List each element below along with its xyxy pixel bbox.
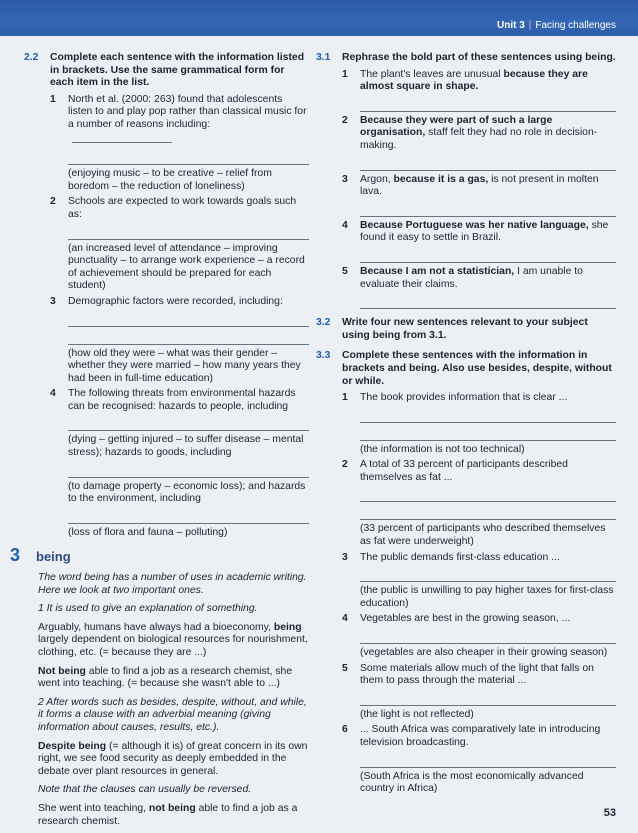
- ex33-item-3: 3 The public demands first-class education ...: [342, 551, 560, 563]
- ex33-hint-6: (South Africa is the most economically advanced country in Africa): [360, 770, 584, 795]
- ex33-hint-1: (the information is not too technical): [360, 443, 525, 455]
- answer-line[interactable]: [360, 629, 616, 644]
- answer-line[interactable]: [68, 312, 309, 327]
- ex31-item-4: 4 Because Portuguese was her native language, she found it easy to settle in Brazil.: [342, 219, 609, 244]
- header-bar: [0, 0, 638, 36]
- exercise-2-2-heading: 2.2 Complete each sentence with the information listed in brackets. Use the same grammatical form for each item in the list.: [24, 52, 305, 89]
- answer-line[interactable]: [68, 509, 309, 524]
- ex33-hint-4: (vegetables are also cheaper in their growing season): [360, 647, 608, 659]
- section-3-point-1: 1 It is used to give an explanation of something.: [38, 603, 258, 615]
- right-column: [316, 52, 616, 799]
- left-column: [10, 52, 309, 833]
- answer-line[interactable]: [68, 225, 309, 240]
- answer-line[interactable]: [360, 294, 616, 309]
- ex22-hint-4a: (dying – getting injured – to suffer disease – mental stress); hazards to goods, including: [68, 434, 304, 459]
- answer-line[interactable]: [360, 97, 616, 112]
- exercise-3-2-heading: 3.2 Write four new sentences relevant to your subject using being from 3.1.: [316, 317, 588, 341]
- exercise-3-1-heading: 3.1 Rephrase the bold part of these sentences using being.: [316, 52, 616, 63]
- ex22-hint-2: (an increased level of attendance – improving punctuality – to arrange work experience – a record of achievement should be prepared for each student): [68, 242, 305, 292]
- ex33-hint-2: (33 percent of participants who described themselves as fat were underweight): [360, 523, 606, 548]
- answer-line[interactable]: [68, 330, 309, 345]
- answer-line[interactable]: [360, 487, 616, 502]
- ex22-hint-4b: (to damage property – economic loss); and hazards to the environment, including: [68, 480, 306, 505]
- exercise-3-3-heading: 3.3 Complete these sentences with the information in brackets and being. Also use besides, despite, without or while.: [316, 350, 612, 387]
- ex22-item-3: 3 Demographic factors were recorded, including:: [50, 295, 283, 307]
- example-3: Despite being (= although it is) of great concern in its own right, we see food security as deeply embedded in the debate over plant resources in general.: [38, 740, 308, 777]
- answer-line[interactable]: [68, 416, 309, 431]
- page-number: 53: [603, 807, 616, 819]
- section-3-point-2: 2 After words such as besides, despite, without, and while, it forms a clause with an adverbial meaning (giving information about causes, results, etc.).: [38, 696, 307, 733]
- answer-line[interactable]: [360, 248, 616, 263]
- answer-line[interactable]: [360, 156, 616, 171]
- ex33-item-6: 6 ... South Africa was comparatively late in introducing television broadcasting.: [342, 724, 601, 748]
- ex31-item-3: 3 Argon, because it is a gas, is not present in molten lava.: [342, 173, 599, 198]
- ex33-hint-5: (the light is not reflected): [360, 708, 474, 720]
- ex33-hint-3: (the public is unwilling to pay higher taxes for first-class education): [360, 585, 614, 609]
- ex22-hint-1: (enjoying music – to be creative – relief from boredom – the reduction of loneliness): [68, 168, 272, 192]
- answer-line[interactable]: [360, 426, 616, 441]
- answer-line[interactable]: [360, 753, 616, 768]
- answer-line[interactable]: [360, 691, 616, 706]
- example-2: Not being able to find a job as a research chemist, she went into teaching. (= because she wasn't able to ...): [38, 665, 293, 690]
- ex31-item-1: 1 The plant's leaves are unusual because they are almost square in shape.: [342, 68, 588, 93]
- section-3-heading: 3 being: [10, 545, 71, 566]
- ex33-item-1: 1 The book provides information that is clear ...: [342, 392, 568, 404]
- answer-line[interactable]: [360, 408, 616, 423]
- ex22-item-4: 4 The following threats from environmental hazards can be recognised: hazards to people, including: [50, 388, 296, 412]
- answer-line[interactable]: [360, 505, 616, 520]
- answer-line[interactable]: [72, 132, 172, 143]
- ex31-item-5: 5 Because I am not a statistician, I am unable to evaluate their claims.: [342, 265, 583, 290]
- answer-line[interactable]: [360, 202, 616, 217]
- answer-line[interactable]: [360, 567, 616, 582]
- ex22-item-2: 2 Schools are expected to work towards goals such as:: [50, 196, 297, 220]
- ex33-item-5: 5 Some materials allow much of the light that falls on them to pass through the material ...: [342, 662, 594, 687]
- example-4: She went into teaching, not being able to find a job as a research chemist.: [38, 802, 298, 827]
- ex22-item-1: 1 North et al. (2000: 263) found that adolescents listen to and play pop rather than classical music for a number of reasons including:: [24, 94, 309, 147]
- section-3-note: Note that the clauses can usually be reversed.: [38, 784, 252, 796]
- section-3-intro: The word being has a number of uses in academic writing. Here we look at two important ones.: [38, 572, 307, 596]
- answer-line[interactable]: [68, 463, 309, 478]
- example-1: Arguably, humans have always had a bioeconomy, being largely dependent on biological resources for nourishment, clothing, etc. (= because they are ...): [38, 621, 308, 658]
- ex33-item-4: 4 Vegetables are best in the growing season, ...: [342, 613, 571, 625]
- ex22-hint-4c: (loss of flora and fauna – polluting): [68, 526, 228, 538]
- answer-line[interactable]: [68, 150, 309, 165]
- unit-label: Unit 3 | Facing challenges: [497, 20, 616, 31]
- ex31-item-2: 2 Because they were part of such a large organisation, staff felt they had no role in decision-making.: [342, 114, 598, 151]
- ex33-item-2: 2 A total of 33 percent of participants described themselves as fat ...: [342, 459, 568, 483]
- ex22-hint-3: (how old they were – what was their gender – whether they were married – how many years they had been in full-time education): [68, 347, 301, 384]
